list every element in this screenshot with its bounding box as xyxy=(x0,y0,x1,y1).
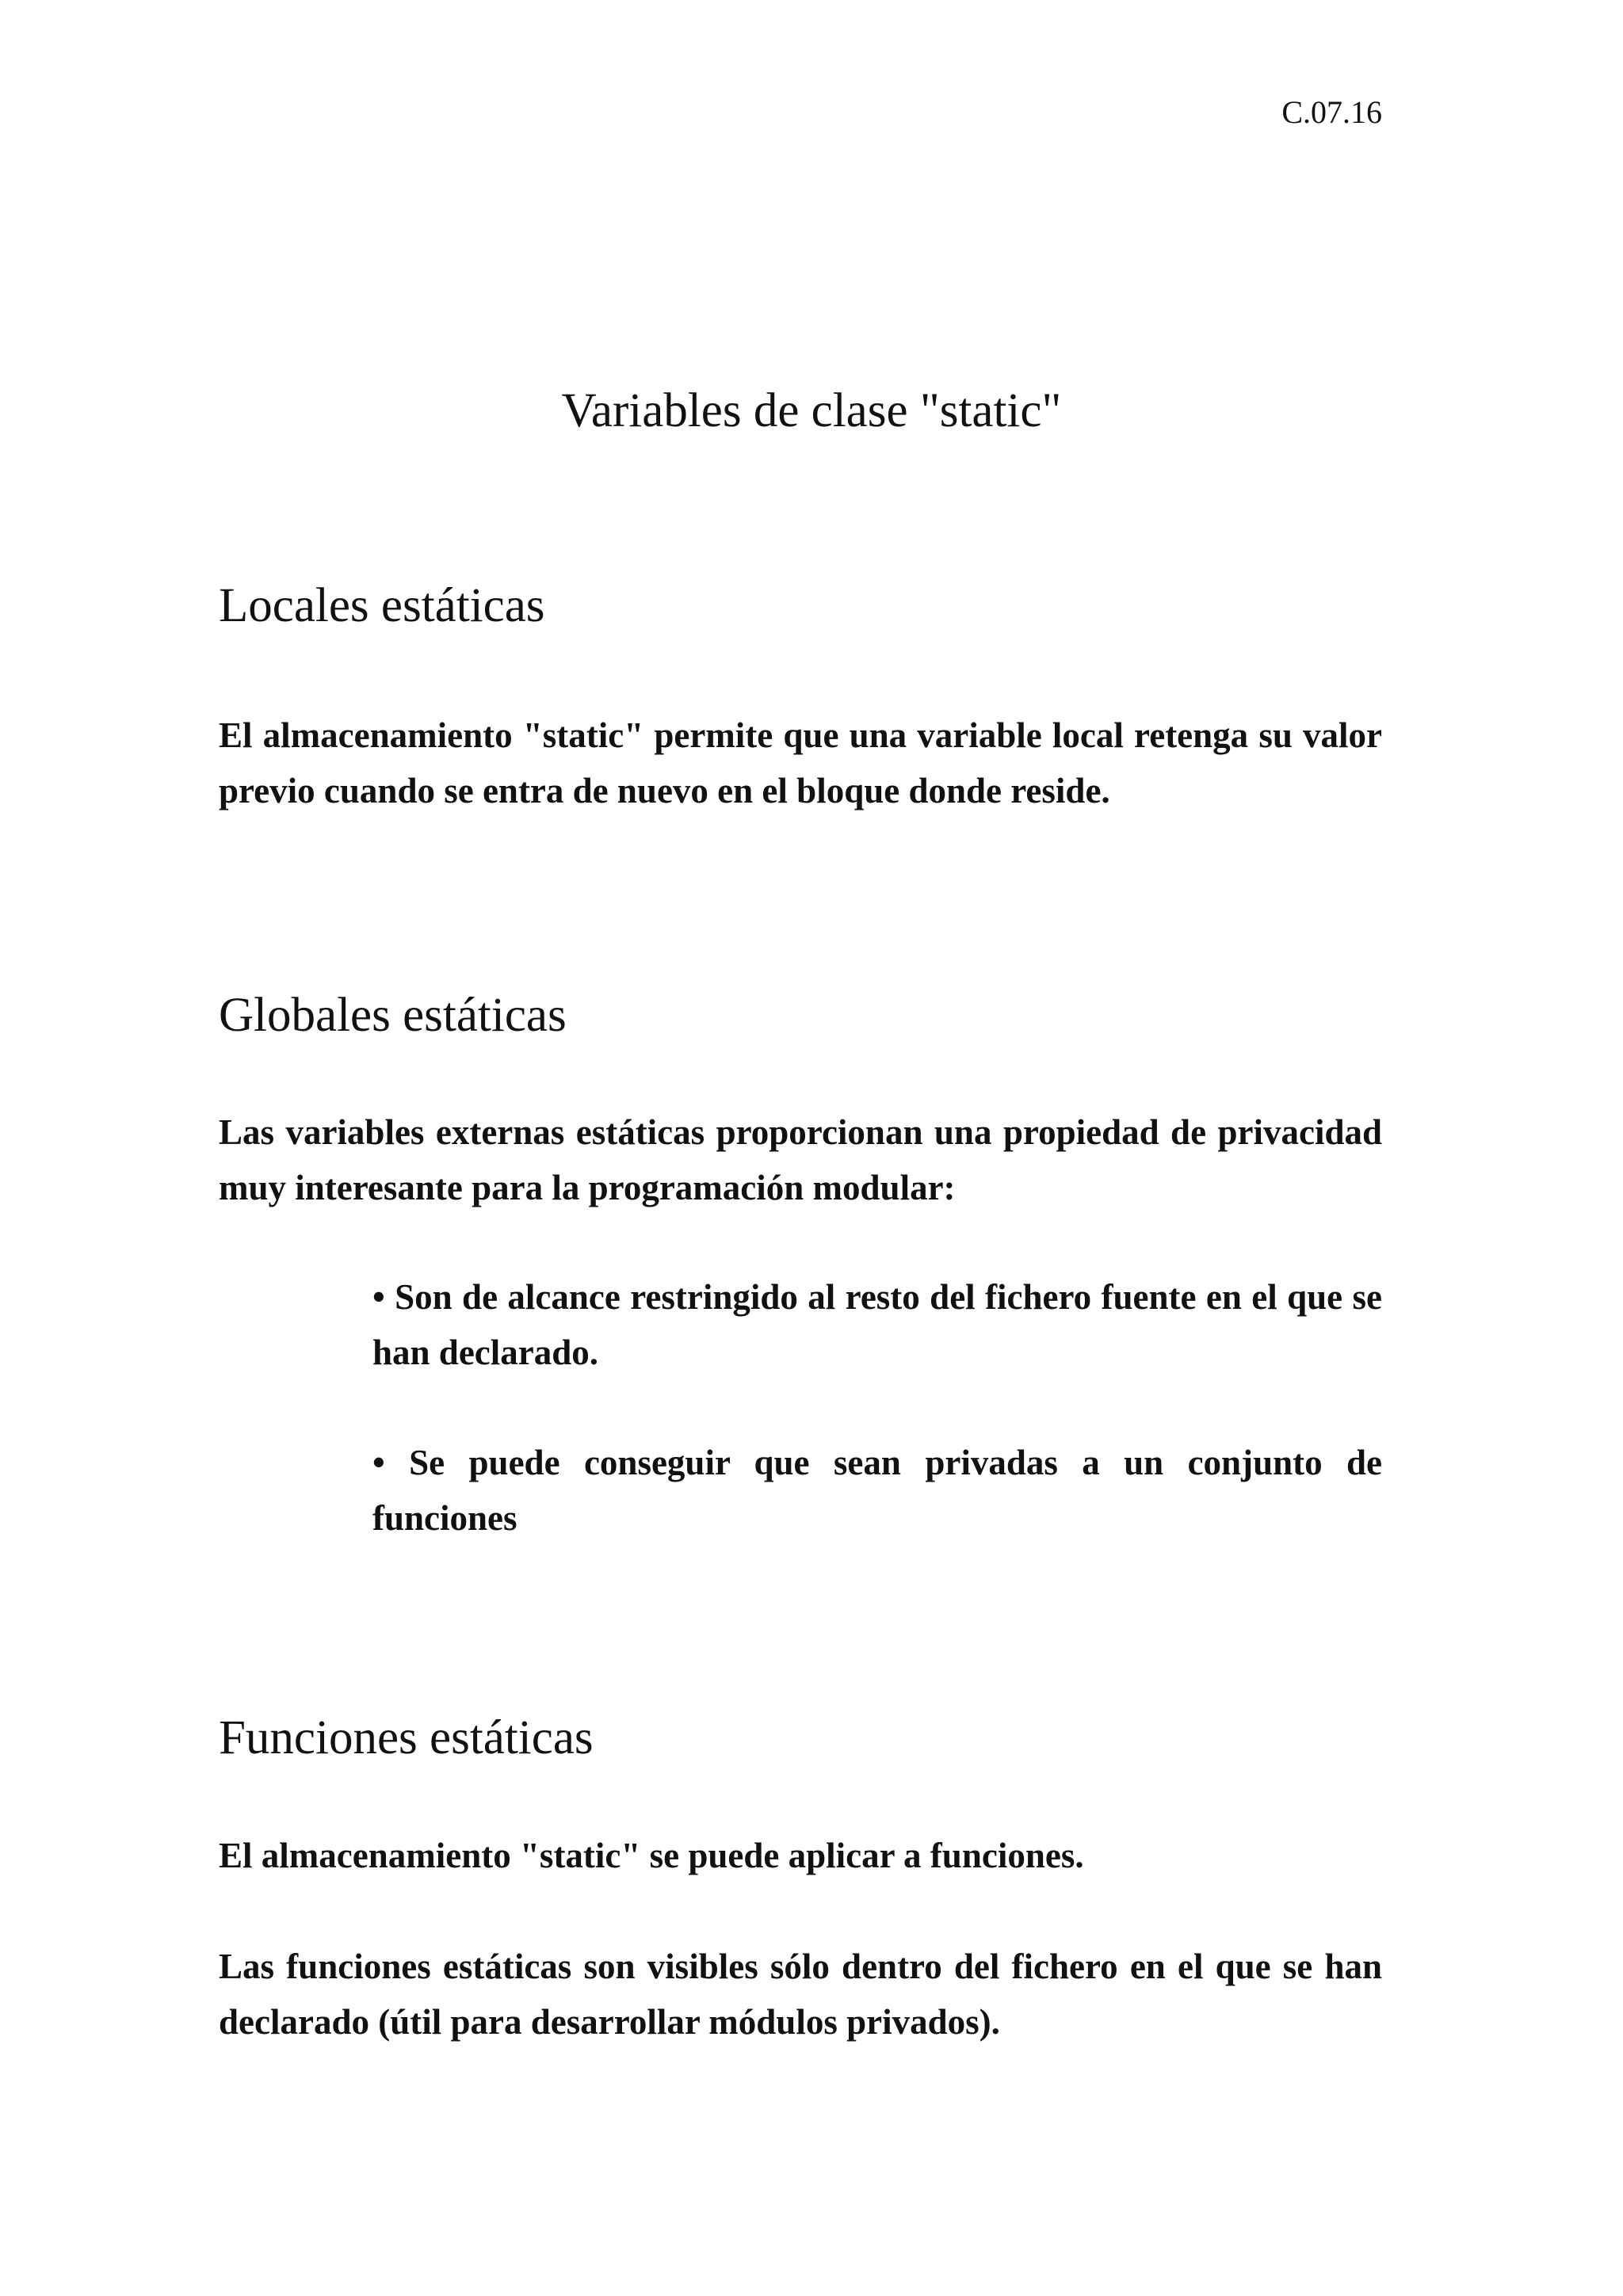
bullet-item: • Se puede conseguir que sean privadas a un conjunto de funciones xyxy=(372,1443,1382,1538)
page-code: C.07.16 xyxy=(1281,94,1382,130)
paragraph-globales: Las variables externas estáticas proporcionan una propiedad de privacidad muy interesante para la programación modular: xyxy=(219,1112,1382,1207)
section-heading-globales: Globales estáticas xyxy=(219,989,567,1042)
section-heading-funciones: Funciones estáticas xyxy=(219,1711,594,1764)
paragraph-funciones-2: Las funciones estáticas son visibles sólo dentro del fichero en el que se han declarado (útil para desarrollar módulos privados). xyxy=(219,1947,1382,2042)
section-heading-locales: Locales estáticas xyxy=(219,579,545,632)
bullet-item: • Son de alcance restringido al resto del fichero fuente en el que se han declarado. xyxy=(372,1277,1382,1372)
paragraph-locales: El almacenamiento "static" permite que una variable local retenga su valor previo cuando se entra de nuevo en el bloque donde reside. xyxy=(219,715,1382,810)
paragraph-funciones-1: El almacenamiento "static" se puede aplicar a funciones. xyxy=(219,1836,1084,1875)
page-title: Variables de clase "static" xyxy=(561,384,1062,437)
